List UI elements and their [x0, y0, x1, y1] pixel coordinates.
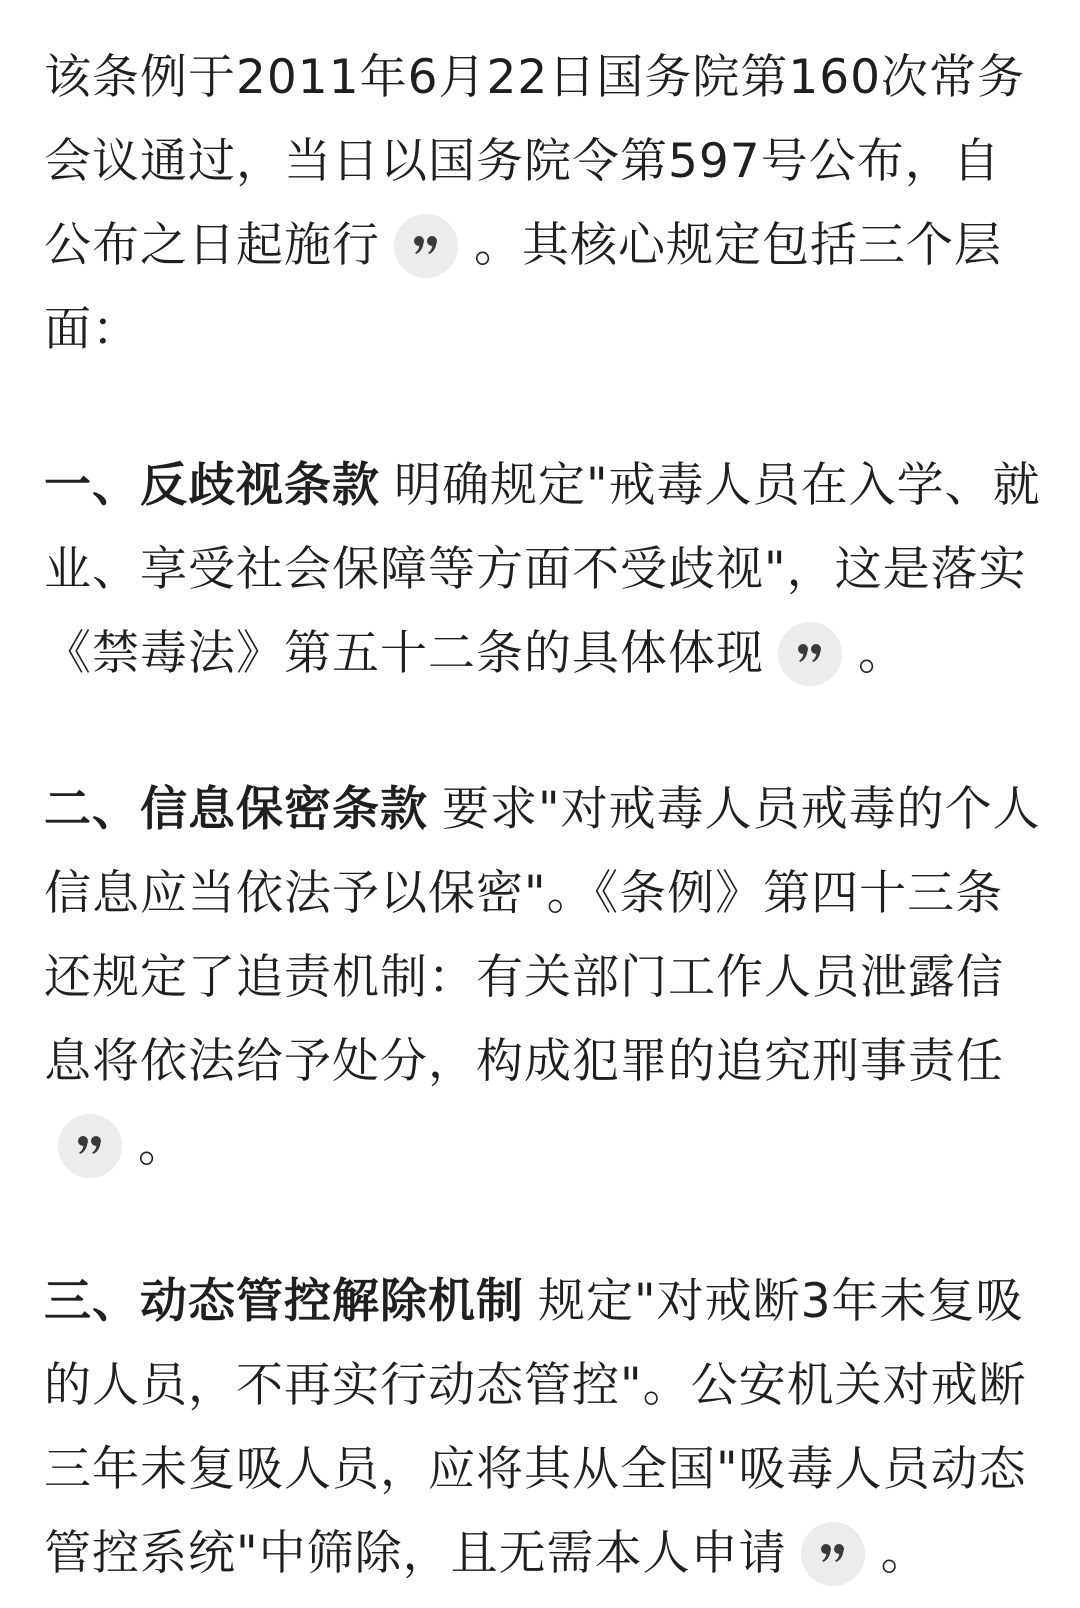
section-heading: 三、动态管控解除机制: [44, 1274, 524, 1329]
paragraph-section-2: [44, 768, 1044, 1188]
section-text: 明确规定"戒毒人员在入学、就业、享受社会保障等方面不受歧视"，这是落实《禁毒法》第五十二条的具体体现: [44, 458, 1041, 681]
paragraph-intro: [44, 36, 1044, 372]
paragraph-section-3: [44, 1260, 1044, 1596]
section-text-tail: 。: [858, 626, 906, 681]
paragraph-section-1: [44, 444, 1044, 696]
section-text-tail: 。: [138, 1118, 186, 1173]
section-text: 要求"对戒毒人员戒毒的个人信息应当依法予以保密"。《条例》第四十三条还规定了追责机制：有关部门工作人员泄露信息将依法给予处分，构成犯罪的追究刑事责任: [44, 782, 1041, 1089]
intro-text: 该条例于2011年6月22日国务院第160次常务会议通过，当日以国务院令第597号公布，自公布之日起施行: [44, 50, 1026, 273]
section-heading: 一、反歧视条款: [44, 458, 380, 513]
quote-citation-icon[interactable]: [394, 214, 458, 278]
section-text: 规定"对戒断3年未复吸的人员，不再实行动态管控"。公安机关对戒断三年未复吸人员，应将其从全国"吸毒人员动态管控系统"中筛除，且无需本人申请: [44, 1274, 1027, 1581]
section-heading: 二、信息保密条款: [44, 782, 428, 837]
quote-citation-icon[interactable]: [58, 1114, 122, 1178]
section-text-tail: 。: [880, 1526, 929, 1581]
quote-citation-icon[interactable]: [801, 1522, 865, 1586]
quote-citation-icon[interactable]: [778, 622, 842, 686]
intro-text-tail: 。其核心规定包括三个层面：: [44, 218, 1002, 357]
